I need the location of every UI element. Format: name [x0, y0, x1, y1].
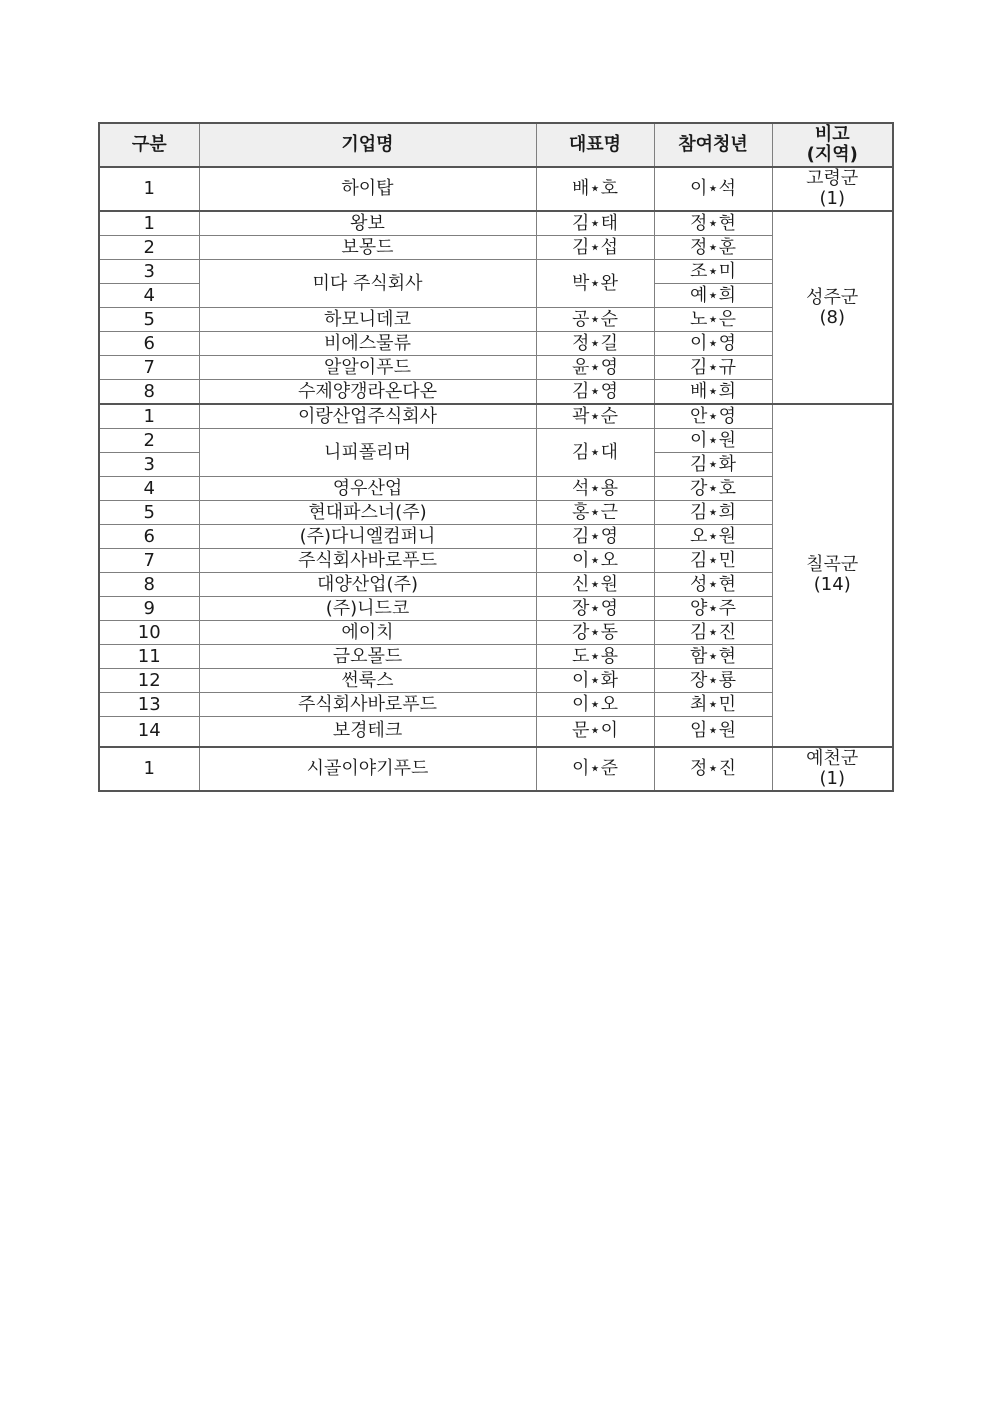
table-header	[99, 123, 893, 167]
cell-youth: 오⋆원	[654, 525, 772, 549]
region-count: (1)	[819, 767, 845, 789]
region-group	[99, 167, 893, 211]
participants-table	[98, 122, 894, 792]
cell-ceo: 김⋆대	[536, 429, 654, 477]
cell-no: 9	[99, 597, 199, 621]
cell-no: 5	[99, 501, 199, 525]
header-remark-line2: (지역)	[806, 144, 858, 165]
cell-ceo: 공⋆순	[536, 308, 654, 332]
cell-ceo: 박⋆완	[536, 260, 654, 308]
cell-no: 8	[99, 573, 199, 597]
cell-youth: 김⋆규	[654, 356, 772, 380]
cell-company: 주식회사바로푸드	[199, 693, 536, 717]
cell-ceo: 이⋆준	[536, 747, 654, 791]
cell-no: 4	[99, 284, 199, 308]
cell-company: 보경테크	[199, 717, 536, 747]
cell-youth: 노⋆은	[654, 308, 772, 332]
cell-company: 시골이야기푸드	[199, 747, 536, 791]
cell-no: 6	[99, 332, 199, 356]
cell-no: 1	[99, 747, 199, 791]
cell-youth: 이⋆원	[654, 429, 772, 453]
cell-ceo: 신⋆원	[536, 573, 654, 597]
cell-no: 2	[99, 236, 199, 260]
header-company: 기업명	[199, 123, 536, 167]
cell-company: 알알이푸드	[199, 356, 536, 380]
cell-no: 5	[99, 308, 199, 332]
cell-youth: 이⋆석	[654, 167, 772, 211]
cell-company: 주식회사바로푸드	[199, 549, 536, 573]
cell-youth: 김⋆민	[654, 549, 772, 573]
cell-no: 10	[99, 621, 199, 645]
cell-ceo: 배⋆호	[536, 167, 654, 211]
cell-company: 에이치	[199, 621, 536, 645]
cell-ceo: 홍⋆근	[536, 501, 654, 525]
header-ceo: 대표명	[536, 123, 654, 167]
cell-ceo: 정⋆길	[536, 332, 654, 356]
cell-youth: 이⋆영	[654, 332, 772, 356]
cell-region	[772, 211, 893, 404]
cell-youth: 김⋆진	[654, 621, 772, 645]
cell-no: 4	[99, 477, 199, 501]
cell-youth: 정⋆진	[654, 747, 772, 791]
region-count: (14)	[813, 574, 851, 596]
cell-company: 영우산업	[199, 477, 536, 501]
cell-region	[772, 167, 893, 211]
region-name: 성주군	[806, 286, 859, 308]
cell-company: 하이탑	[199, 167, 536, 211]
cell-youth: 장⋆룡	[654, 669, 772, 693]
header-remark	[772, 123, 893, 167]
cell-ceo: 김⋆섭	[536, 236, 654, 260]
cell-youth: 정⋆현	[654, 211, 772, 236]
cell-company: 수제양갱라온다온	[199, 380, 536, 405]
region-name: 예천군	[806, 747, 859, 769]
cell-region	[772, 747, 893, 791]
cell-ceo: 도⋆용	[536, 645, 654, 669]
cell-no: 8	[99, 380, 199, 405]
cell-region	[772, 404, 893, 747]
header-no: 구분	[99, 123, 199, 167]
header-youth: 참여청년	[654, 123, 772, 167]
cell-company: 대양산업(주)	[199, 573, 536, 597]
cell-ceo: 석⋆용	[536, 477, 654, 501]
cell-no: 14	[99, 717, 199, 747]
cell-ceo: 곽⋆순	[536, 404, 654, 429]
cell-company: 보몽드	[199, 236, 536, 260]
cell-company: 니피폴리머	[199, 429, 536, 477]
cell-company: (주)다니엘컴퍼니	[199, 525, 536, 549]
region-name: 칠곡군	[806, 554, 859, 576]
region-group	[99, 404, 893, 747]
cell-no: 3	[99, 260, 199, 284]
cell-ceo: 강⋆동	[536, 621, 654, 645]
cell-company: 왕보	[199, 211, 536, 236]
cell-youth: 성⋆현	[654, 573, 772, 597]
cell-company: 현대파스너(주)	[199, 501, 536, 525]
cell-company: 이랑산업주식회사	[199, 404, 536, 429]
region-group	[99, 747, 893, 791]
header-row	[99, 123, 893, 167]
region-count: (1)	[819, 188, 845, 209]
cell-no: 1	[99, 404, 199, 429]
cell-no: 11	[99, 645, 199, 669]
region-name: 고령군	[806, 168, 859, 189]
header-remark-line1: 비고	[814, 124, 850, 145]
region-count: (8)	[819, 306, 845, 328]
cell-youth: 임⋆원	[654, 717, 772, 747]
cell-youth: 양⋆주	[654, 597, 772, 621]
cell-no: 7	[99, 356, 199, 380]
cell-company: (주)니드코	[199, 597, 536, 621]
cell-no: 12	[99, 669, 199, 693]
cell-no: 3	[99, 453, 199, 477]
cell-ceo: 이⋆오	[536, 549, 654, 573]
cell-ceo: 장⋆영	[536, 597, 654, 621]
cell-no: 2	[99, 429, 199, 453]
cell-youth: 배⋆희	[654, 380, 772, 405]
cell-no: 1	[99, 167, 199, 211]
region-group	[99, 211, 893, 404]
cell-youth: 강⋆호	[654, 477, 772, 501]
table-row	[99, 211, 893, 236]
cell-company: 썬룩스	[199, 669, 536, 693]
cell-ceo: 문⋆이	[536, 717, 654, 747]
cell-youth: 최⋆민	[654, 693, 772, 717]
cell-ceo: 이⋆오	[536, 693, 654, 717]
cell-youth: 조⋆미	[654, 260, 772, 284]
cell-no: 13	[99, 693, 199, 717]
cell-ceo: 김⋆영	[536, 525, 654, 549]
cell-company: 하모니데코	[199, 308, 536, 332]
cell-company: 미다 주식회사	[199, 260, 536, 308]
cell-company: 금오몰드	[199, 645, 536, 669]
cell-youth: 김⋆화	[654, 453, 772, 477]
cell-youth: 예⋆희	[654, 284, 772, 308]
cell-youth: 정⋆훈	[654, 236, 772, 260]
cell-no: 7	[99, 549, 199, 573]
cell-ceo: 김⋆영	[536, 380, 654, 405]
cell-youth: 김⋆희	[654, 501, 772, 525]
table-row	[99, 167, 893, 211]
cell-ceo: 김⋆태	[536, 211, 654, 236]
cell-youth: 함⋆현	[654, 645, 772, 669]
cell-no: 6	[99, 525, 199, 549]
cell-ceo: 윤⋆영	[536, 356, 654, 380]
cell-youth: 안⋆영	[654, 404, 772, 429]
cell-ceo: 이⋆화	[536, 669, 654, 693]
cell-no: 1	[99, 211, 199, 236]
table-row	[99, 404, 893, 429]
cell-company: 비에스물류	[199, 332, 536, 356]
table-row	[99, 747, 893, 791]
